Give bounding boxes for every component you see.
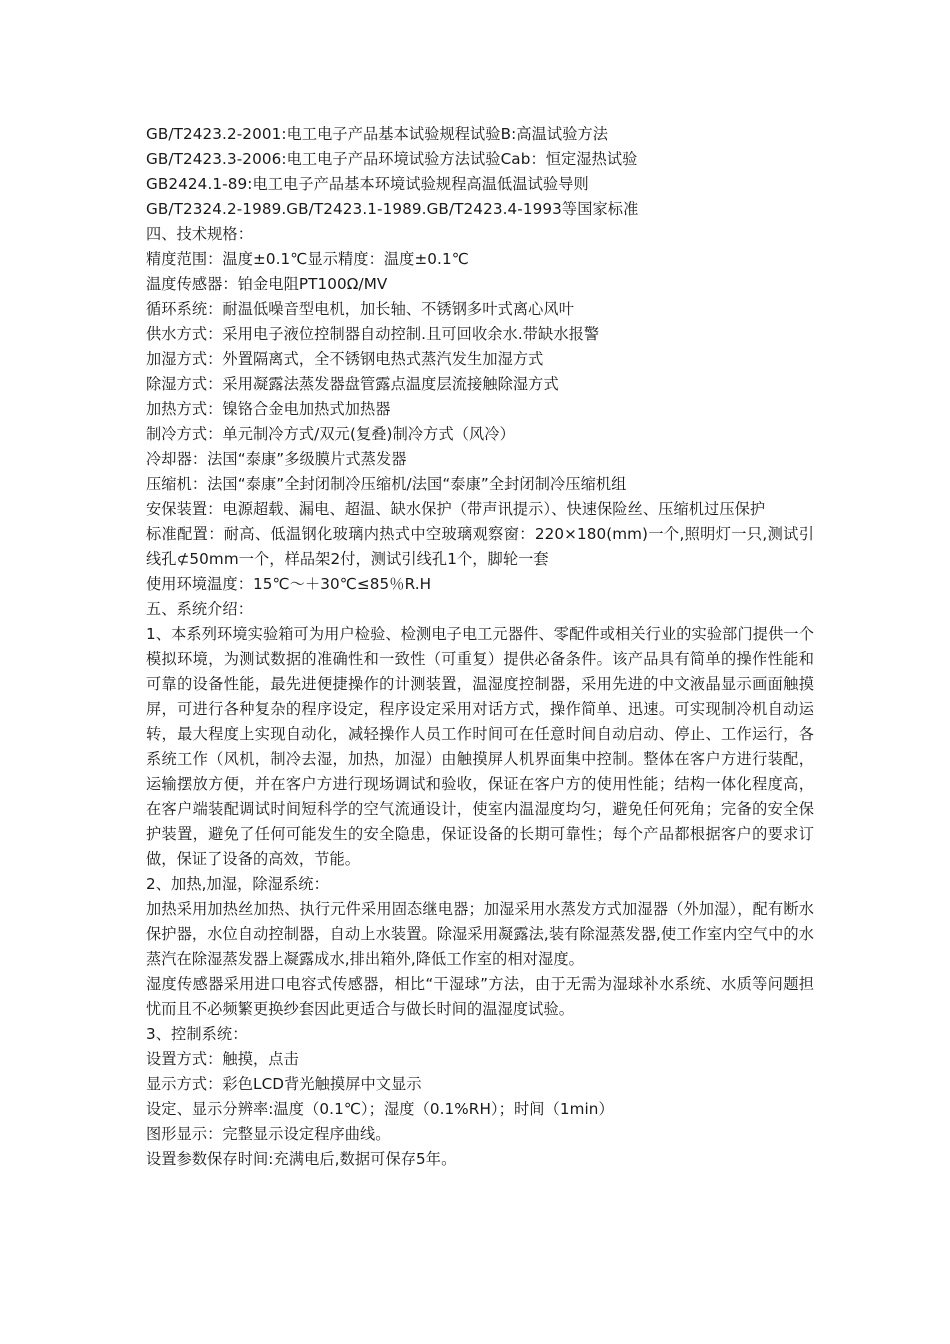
standard-config-paragraph: 标准配置：耐高、低温钢化玻璃内热式中空玻璃观察窗：220×180(mm)一个,照明灯一只,测试引线孔⊄50mm一个，样品架2付，测试引线孔1个，脚轮一套	[146, 525, 814, 568]
standard-line: GB2424.1-89:电工电子产品基本环境试验规程高温低温试验导则	[146, 175, 589, 193]
control-line: 显示方式：彩色LCD背光触摸屏中文显示	[146, 1075, 422, 1093]
spec-line: 精度范围：温度±0.1℃显示精度：温度±0.1℃	[146, 250, 469, 268]
control-line: 图形显示：完整显示设定程序曲线。	[146, 1125, 391, 1143]
document-body	[146, 122, 814, 1172]
standard-line: GB/T2423.2-2001:电工电子产品基本试验规程试验B:高温试验方法	[146, 125, 609, 143]
spec-line: 冷却器：法国“泰康”多级膜片式蒸发器	[146, 450, 407, 468]
subsection-heading: 3、控制系统：	[146, 1025, 248, 1043]
spec-line: 制冷方式：单元制冷方式/双元(复叠)制冷方式（风冷）	[146, 425, 515, 443]
environment-line: 使用环境温度：15℃～＋30℃≤85％R.H	[146, 575, 432, 593]
spec-line: 压缩机：法国“泰康”全封闭制冷压缩机/法国“泰康”全封闭制冷压缩机组	[146, 475, 627, 493]
spec-line: 温度传感器：铂金电阻PT100Ω/MV	[146, 275, 388, 293]
spec-line: 循环系统：耐温低噪音型电机，加长轴、不锈钢多叶式离心风叶	[146, 300, 575, 318]
system-intro-paragraph: 1、本系列环境实验箱可为用户检验、检测电子电工元器件、零配件或相关行业的实验部门提供一个模拟环境，为测试数据的准确性和一致性（可重复）提供必备条件。该产品具有简单的操作性能和可靠的设备性能，最先进便捷操作的计测装置，温湿度控制器，采用先进的中文液晶显示画面触摸屏，可进行各种复杂的程序设定，程序设定采用对话方式，操作简单、迅速。可实现制冷机自动运转，最大程度上实现自动化，减轻操作人员工作时间可在任意时间自动启动、停止、工作运行，各系统工作（风机，制冷去湿，加热，加湿）由触摸屏人机界面集中控制。整体在客户方进行装配，运输摆放方便，并在客户方进行现场调试和验收，保证在客户方的使用性能；结构一体化程度高，在客户端装配调试时间短科学的空气流通设计，使室内温湿度均匀，避免任何死角；完备的安全保护装置，避免了任何可能发生的安全隐患，保证设备的长期可靠性；每个产品都根据客户的要求订做，保证了设备的高效，节能。	[146, 625, 814, 868]
spec-line: 加热方式：镍铬合金电加热式加热器	[146, 400, 391, 418]
spec-line: 加湿方式：外置隔离式，全不锈钢电热式蒸汽发生加湿方式	[146, 350, 544, 368]
section-heading: 五、系统介绍：	[146, 600, 254, 618]
spec-line: 供水方式：采用电子液位控制器自动控制.且可回收余水.带缺水报警	[146, 325, 600, 343]
standard-line: GB/T2324.2-1989.GB/T2423.1-1989.GB/T2423.4-1993等国家标准	[146, 200, 639, 218]
heating-paragraph: 加热采用加热丝加热、执行元件采用固态继电器；加湿采用水蒸发方式加湿器（外加湿），配有断水保护器，水位自动控制器，自动上水装置。除湿采用凝露法,装有除湿蒸发器,使工作室内空气中的水蒸汽在除湿蒸发器上凝露成水,排出箱外,降低工作室的相对湿度。	[146, 900, 814, 968]
control-line: 设置方式：触摸，点击	[146, 1050, 299, 1068]
control-line: 设置参数保存时间:充满电后,数据可保存5年。	[146, 1150, 457, 1168]
spec-line: 除湿方式：采用凝露法蒸发器盘管露点温度层流接触除湿方式	[146, 375, 559, 393]
section-heading: 四、技术规格：	[146, 225, 254, 243]
subsection-heading: 2、加热,加湿，除湿系统：	[146, 875, 329, 893]
control-line: 设定、显示分辨率:温度（0.1℃）；湿度（0.1%RH）；时间（1min）	[146, 1100, 614, 1118]
safety-paragraph: 安保装置：电源超载、漏电、超温、缺水保护（带声讯提示）、快速保险丝、压缩机过压保护	[146, 500, 766, 518]
humidity-sensor-paragraph: 湿度传感器采用进口电容式传感器，相比“干湿球”方法，由于无需为湿球补水系统、水质等问题担忧而且不必频繁更换纱套因此更适合与做长时间的温湿度试验。	[146, 975, 814, 1018]
standard-line: GB/T2423.3-2006:电工电子产品环境试验方法试验Cab：恒定湿热试验	[146, 150, 638, 168]
